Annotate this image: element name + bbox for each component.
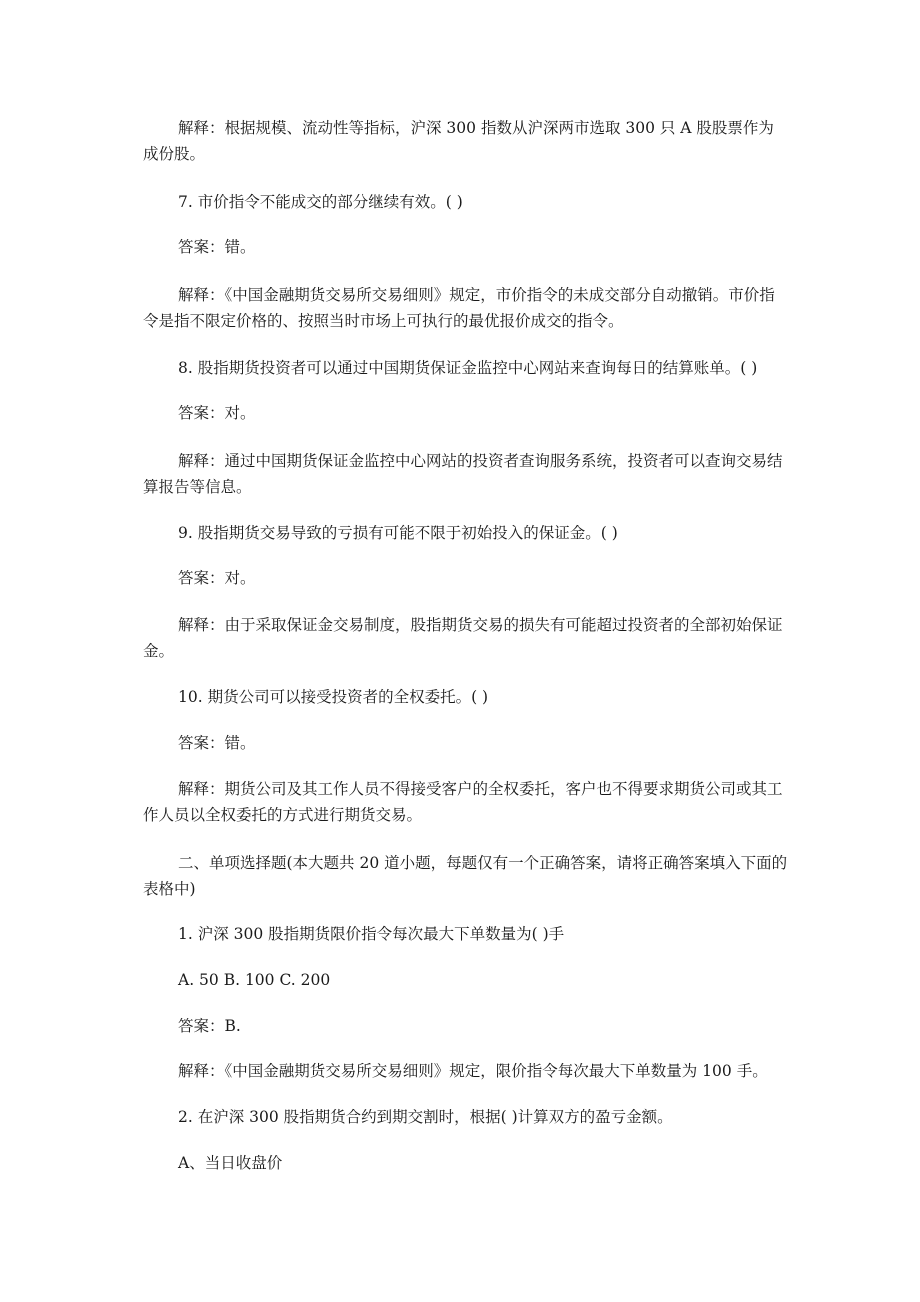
mc-question-1: 1. 沪深 300 股指期货限价指令每次最大下单数量为( )手 [178,925,565,943]
question-8: 8. 股指期货投资者可以通过中国期货保证金监控中心网站来查询每日的结算账单。( ) [178,359,758,377]
mc-answer-1: 答案：B. [178,1017,241,1035]
answer-8: 答案：对。 [178,404,256,422]
explanation-7: 解释：《中国金融期货交易所交易细则》规定，市价指令的未成交部分自动撤销。市价指令是指不限定价格的、按照当时市场上可执行的最优报价成交的指令。 [143,286,775,330]
mc-question-2: 2. 在沪深 300 股指期货合约到期交割时，根据( )计算双方的盈亏金额。 [178,1108,673,1126]
mc-explanation-1: 解释：《中国金融期货交易所交易细则》规定，限价指令每次最大下单数量为 100 手。 [178,1062,768,1080]
explanation-paragraph: 解释：根据规模、流动性等指标，沪深 300 指数从沪深两市选取 300 只 A 股股票作为成份股。 [143,119,774,163]
answer-7: 答案：错。 [178,238,256,256]
mc-options-1: A. 50 B. 100 C. 200 [178,971,331,989]
mc-option-a-2: A、当日收盘价 [178,1154,283,1172]
answer-9: 答案：对。 [178,569,256,587]
question-7: 7. 市价指令不能成交的部分继续有效。( ) [178,193,463,211]
explanation-9: 解释：由于采取保证金交易制度，股指期货交易的损失有可能超过投资者的全部初始保证金。 [143,616,783,660]
question-10: 10. 期货公司可以接受投资者的全权委托。( ) [178,688,489,706]
explanation-8: 解释：通过中国期货保证金监控中心网站的投资者查询服务系统，投资者可以查询交易结算报告等信息。 [143,452,783,496]
section-heading: 二、单项选择题(本大题共 20 道小题，每题仅有一个正确答案，请将正确答案填入下面的表格中) [143,854,788,898]
question-9: 9. 股指期货交易导致的亏损有可能不限于初始投入的保证金。( ) [178,524,618,542]
explanation-10: 解释：期货公司及其工作人员不得接受客户的全权委托，客户也不得要求期货公司或其工作人员以全权委托的方式进行期货交易。 [143,780,783,824]
answer-10: 答案：错。 [178,734,256,752]
